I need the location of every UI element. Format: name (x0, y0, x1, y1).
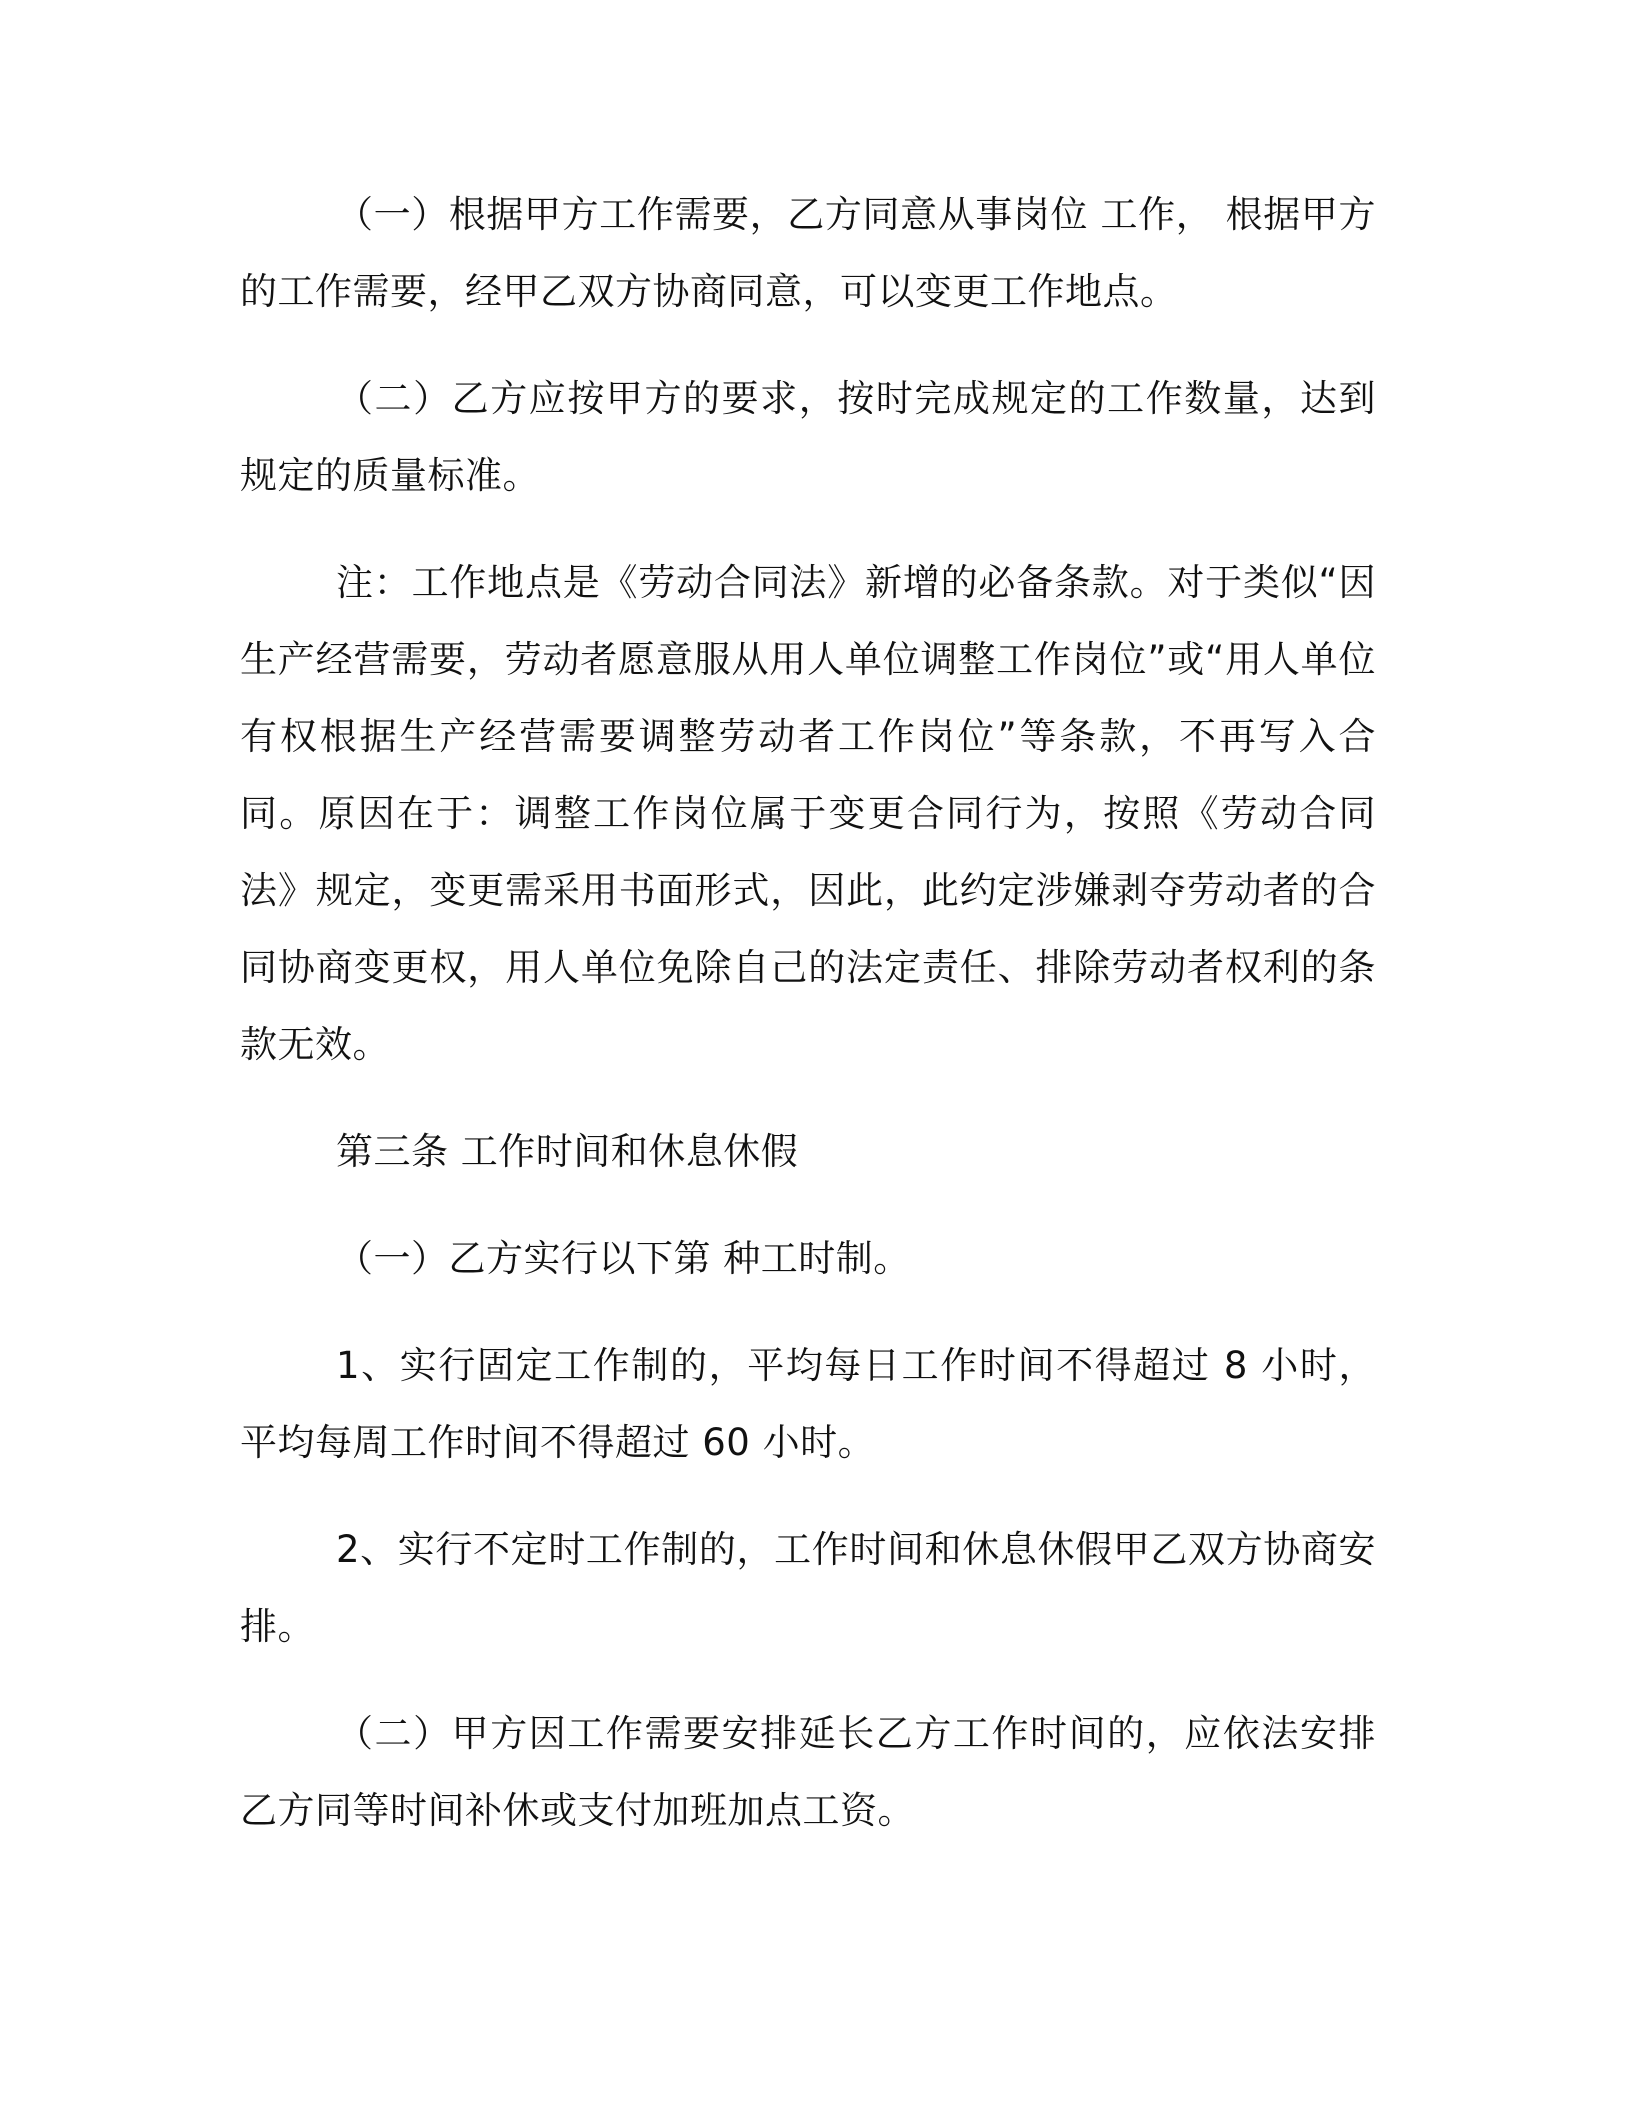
section-heading-article-3: 第三条 工作时间和休息休假 (336, 1130, 799, 1173)
paragraph-2: （二）乙方应按甲方的要求，按时完成规定的工作数量，达到规定的质量标准。 (240, 377, 1376, 497)
document-body (240, 176, 1376, 1849)
paragraph-4: （一）乙方实行以下第 种工时制。 (336, 1237, 911, 1280)
paragraph-6: 2、实行不定时工作制的，工作时间和休息休假甲乙双方协商安排。 (240, 1528, 1376, 1648)
paragraph-7: （二）甲方因工作需要安排延长乙方工作时间的，应依法安排乙方同等时间补休或支付加班加点工资。 (240, 1712, 1376, 1832)
paragraph-note: 注：工作地点是《劳动合同法》新增的必备条款。对于类似“因生产经营需要，劳动者愿意服从用人单位调整工作岗位”或“用人单位有权根据生产经营需要调整劳动者工作岗位”等条款，不再写入合同。原因在于：调整工作岗位属于变更合同行为，按照《劳动合同法》规定，变更需采用书面形式，因此，此约定涉嫌剥夺劳动者的合同协商变更权，用人单位免除自己的法定责任、排除劳动者权利的条款无效。 (240, 561, 1376, 1066)
paragraph-1: （一）根据甲方工作需要，乙方同意从事岗位 工作， 根据甲方的工作需要，经甲乙双方协商同意，可以变更工作地点。 (240, 193, 1376, 313)
paragraph-5: 1、实行固定工作制的，平均每日工作时间不得超过 8 小时，平均每周工作时间不得超过 60 小时。 (240, 1344, 1376, 1464)
